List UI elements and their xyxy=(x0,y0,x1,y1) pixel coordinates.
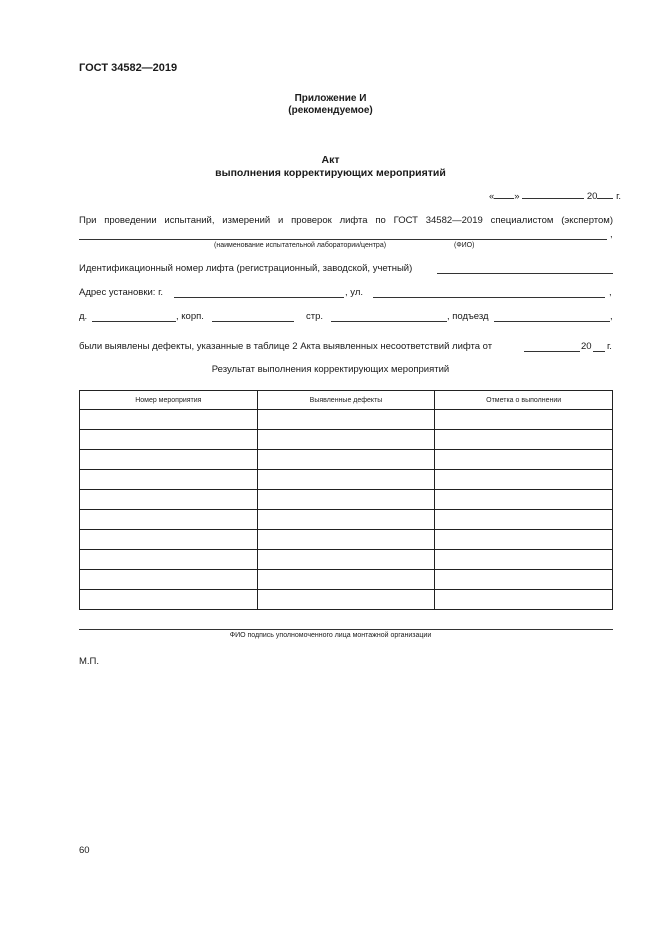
entrance-label: , подъезд xyxy=(447,311,489,322)
completion-mark-cell[interactable] xyxy=(435,430,613,450)
defects-cell[interactable] xyxy=(257,550,435,570)
caption-fio: (ФИО) xyxy=(454,242,475,249)
completion-mark-cell[interactable] xyxy=(435,410,613,430)
entrance-field[interactable] xyxy=(494,321,610,322)
table-body xyxy=(80,410,613,610)
signature-caption: ФИО подпись уполномоченного лица монтажной организации xyxy=(229,632,432,639)
completion-mark-cell[interactable] xyxy=(435,510,613,530)
date-close-quote: » xyxy=(514,191,520,202)
table-row xyxy=(80,410,613,430)
defects-cell[interactable] xyxy=(257,490,435,510)
table-row xyxy=(80,550,613,570)
table-row xyxy=(80,490,613,510)
lift-id-label: Идентификационный номер лифта (регистрационный, заводской, учетный) xyxy=(79,263,413,274)
city-field[interactable] xyxy=(174,297,344,298)
header-measure-number: Номер мероприятия xyxy=(80,391,258,410)
date-line xyxy=(489,191,621,202)
building-field[interactable] xyxy=(212,321,294,322)
defects-text: были выявлены дефекты, указанные в таблице 2 Акта выявленных несоответствий лифта от xyxy=(79,341,493,352)
defects-cell[interactable] xyxy=(257,410,435,430)
measure-number-cell[interactable] xyxy=(80,490,258,510)
specialist-field[interactable] xyxy=(79,239,607,240)
measure-number-cell[interactable] xyxy=(80,470,258,490)
completion-mark-cell[interactable] xyxy=(435,550,613,570)
date-month-field[interactable] xyxy=(522,198,584,199)
act-subtitle: выполнения корректирующих мероприятий xyxy=(215,167,446,179)
specialist-comma: , xyxy=(610,229,613,240)
house-field[interactable] xyxy=(92,321,176,322)
defects-cell[interactable] xyxy=(257,530,435,550)
date-day-field[interactable] xyxy=(494,198,514,199)
completion-mark-cell[interactable] xyxy=(435,590,613,610)
defects-cell[interactable] xyxy=(257,510,435,530)
house-label: д. xyxy=(79,311,88,322)
lift-id-field[interactable] xyxy=(437,273,613,274)
appendix-title: Приложение И xyxy=(294,93,367,104)
defects-cell[interactable] xyxy=(257,570,435,590)
defects-year-suffix: г. xyxy=(607,341,612,352)
measure-number-cell[interactable] xyxy=(80,590,258,610)
signature-field[interactable] xyxy=(79,629,613,630)
caption-lab: (наименование испытательной лаборатории/центра) xyxy=(214,242,387,249)
measure-number-cell[interactable] xyxy=(80,570,258,590)
table-row xyxy=(80,530,613,550)
table-row xyxy=(80,510,613,530)
stamp-label: М.П. xyxy=(79,656,100,667)
measure-number-cell[interactable] xyxy=(80,410,258,430)
completion-mark-cell[interactable] xyxy=(435,470,613,490)
defects-year-field[interactable] xyxy=(593,351,605,352)
table-row xyxy=(80,590,613,610)
act-title: Акт xyxy=(321,154,340,166)
header-defects: Выявленные дефекты xyxy=(257,391,435,410)
table-row xyxy=(80,450,613,470)
results-table xyxy=(79,390,613,610)
table-header-row xyxy=(80,391,613,410)
measure-number-cell[interactable] xyxy=(80,530,258,550)
defects-cell[interactable] xyxy=(257,450,435,470)
structure-field[interactable] xyxy=(331,321,447,322)
measure-number-cell[interactable] xyxy=(80,510,258,530)
street-field[interactable] xyxy=(373,297,605,298)
table-row xyxy=(80,470,613,490)
defects-cell[interactable] xyxy=(257,590,435,610)
building-label: , корп. xyxy=(176,311,204,322)
completion-mark-cell[interactable] xyxy=(435,490,613,510)
result-title: Результат выполнения корректирующих мероприятий xyxy=(211,364,450,375)
measure-number-cell[interactable] xyxy=(80,430,258,450)
measure-number-cell[interactable] xyxy=(80,550,258,570)
defects-cell[interactable] xyxy=(257,470,435,490)
date-year-field[interactable] xyxy=(597,198,613,199)
date-year-prefix: 20 xyxy=(586,191,598,202)
header-completion-mark: Отметка о выполнении xyxy=(435,391,613,410)
address-label: Адрес установки: г. xyxy=(79,287,164,298)
table-row xyxy=(80,570,613,590)
entrance-comma: , xyxy=(610,311,613,322)
date-year-suffix: г. xyxy=(616,191,622,202)
measure-number-cell[interactable] xyxy=(80,450,258,470)
date-open-quote: « xyxy=(489,191,495,202)
completion-mark-cell[interactable] xyxy=(435,530,613,550)
address-comma: , xyxy=(609,287,612,298)
intro-text: При проведении испытаний, измерений и проверок лифта по ГОСТ 34582—2019 специалистом (экспертом) xyxy=(79,215,613,226)
completion-mark-cell[interactable] xyxy=(435,570,613,590)
completion-mark-cell[interactable] xyxy=(435,450,613,470)
page-number: 60 xyxy=(79,845,90,856)
defects-year-prefix: 20 xyxy=(581,341,592,352)
standard-header: ГОСТ 34582—2019 xyxy=(79,62,178,74)
structure-label: стр. xyxy=(306,311,324,322)
defects-date-field[interactable] xyxy=(524,351,580,352)
street-label: , ул. xyxy=(345,287,364,298)
appendix-subtitle: (рекомендуемое) xyxy=(288,105,373,116)
defects-cell[interactable] xyxy=(257,430,435,450)
table-row xyxy=(80,430,613,450)
